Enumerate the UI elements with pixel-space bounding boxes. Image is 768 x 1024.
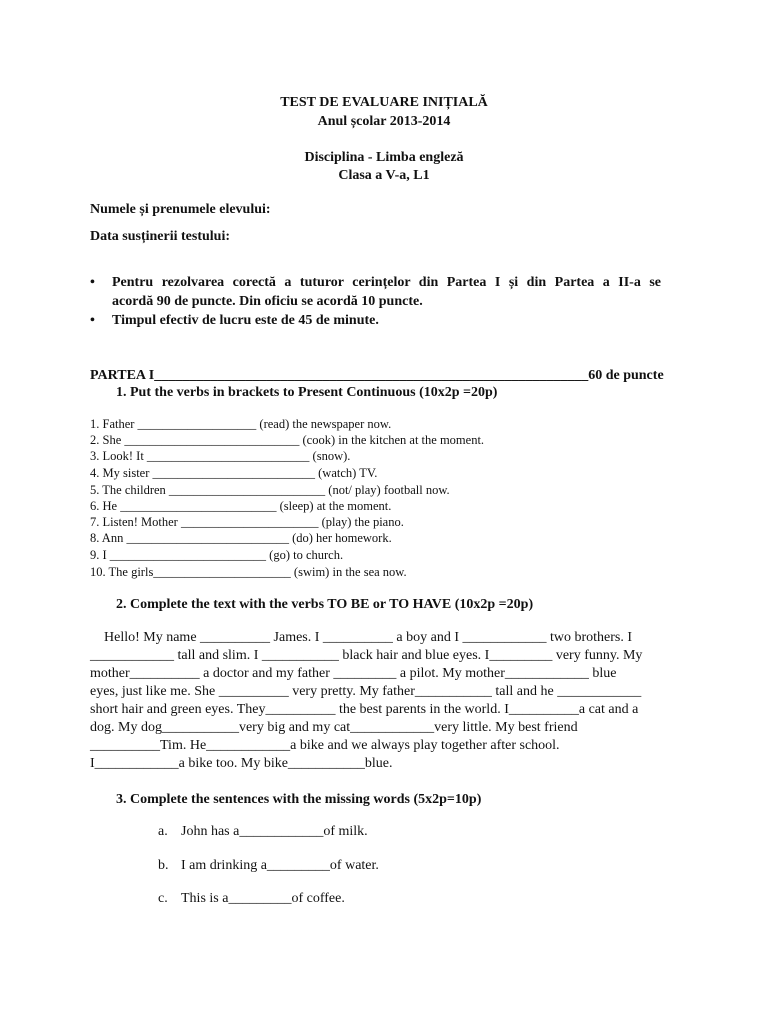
exercise3-letter: b. <box>158 858 169 873</box>
test-title: TEST DE EVALUARE INIȚIALĂ <box>280 95 488 110</box>
instruction-line-1: Pentru rezolvarea corectă a tuturor cerințelor din Partea I și din Partea a II-a se <box>112 275 662 290</box>
exercise2-line: Hello! My name __________ James. I __________ a boy and I ____________ two brothers. I <box>104 630 633 645</box>
exercise1-item: 7. Listen! Mother ______________________ (play) the piano. <box>90 515 404 529</box>
part1-heading: PARTEA I______________________________________________________________60 de puncte <box>90 368 664 383</box>
class-level: Clasa a V-a, L1 <box>338 168 430 183</box>
exercise2-line: dog. My dog___________very big and my cat____________very little. My best friend <box>90 720 578 735</box>
exercise1-item: 4. My sister __________________________ (watch) TV. <box>90 466 378 480</box>
exercise1-item: 2. She ____________________________ (cook) in the kitchen at the moment. <box>90 433 485 447</box>
bullet-icon: • <box>90 313 95 328</box>
student-name-label: Numele și prenumele elevului: <box>90 202 271 217</box>
instruction-line-2: acordă 90 de puncte. Din oficiu se acordă 10 puncte. <box>112 294 423 309</box>
exercise3-sentence: I am drinking a_________of water. <box>181 858 379 873</box>
instruction-line-3: Timpul efectiv de lucru este de 45 de minute. <box>112 313 379 328</box>
exercise3-letter: a. <box>158 824 168 839</box>
exercise1-item: 6. He _________________________ (sleep) at the moment. <box>90 499 392 513</box>
exercise1-item: 10. The girls______________________ (swim) in the sea now. <box>90 565 407 579</box>
school-year: Anul școlar 2013-2014 <box>317 114 451 129</box>
exercise3-letter: c. <box>158 891 168 906</box>
discipline: Disciplina - Limba engleză <box>304 150 464 165</box>
exercise1-item: 9. I _________________________ (go) to church. <box>90 548 344 562</box>
bullet-icon: • <box>90 275 95 290</box>
exercise3-sentence: John has a____________of milk. <box>181 824 368 839</box>
exercise2-line: eyes, just like me. She __________ very pretty. My father___________ tall and he ____________ <box>90 684 642 699</box>
exercise1-item: 5. The children _________________________ (not/ play) football now. <box>90 483 450 497</box>
exercise2-line: ____________ tall and slim. I ___________ black hair and blue eyes. I_________ very funny. My <box>90 648 643 663</box>
exercise3-sentence: This is a_________of coffee. <box>181 891 345 906</box>
exercise2-title: 2. Complete the text with the verbs TO BE or TO HAVE (10x2p =20p) <box>116 597 534 612</box>
exercise3-title: 3. Complete the sentences with the missing words (5x2p=10p) <box>116 792 482 807</box>
exercise1-item: 1. Father ___________________ (read) the newspaper now. <box>90 417 392 431</box>
exercise1-item: 3. Look! It __________________________ (snow). <box>90 449 351 463</box>
test-date-label: Data susținerii testului: <box>90 229 230 244</box>
exercise2-line: __________Tim. He____________a bike and we always play together after school. <box>90 738 560 753</box>
exercise2-line: mother__________ a doctor and my father _________ a pilot. My mother____________ blue <box>90 666 617 681</box>
exercise2-line: short hair and green eyes. They__________ the best parents in the world. I__________a cat and a <box>90 702 639 717</box>
exercise1-item: 8. Ann __________________________ (do) her homework. <box>90 531 392 545</box>
exercise1-title: 1. Put the verbs in brackets to Present Continuous (10x2p =20p) <box>116 385 498 400</box>
exercise2-line: I____________a bike too. My bike___________blue. <box>90 756 393 771</box>
